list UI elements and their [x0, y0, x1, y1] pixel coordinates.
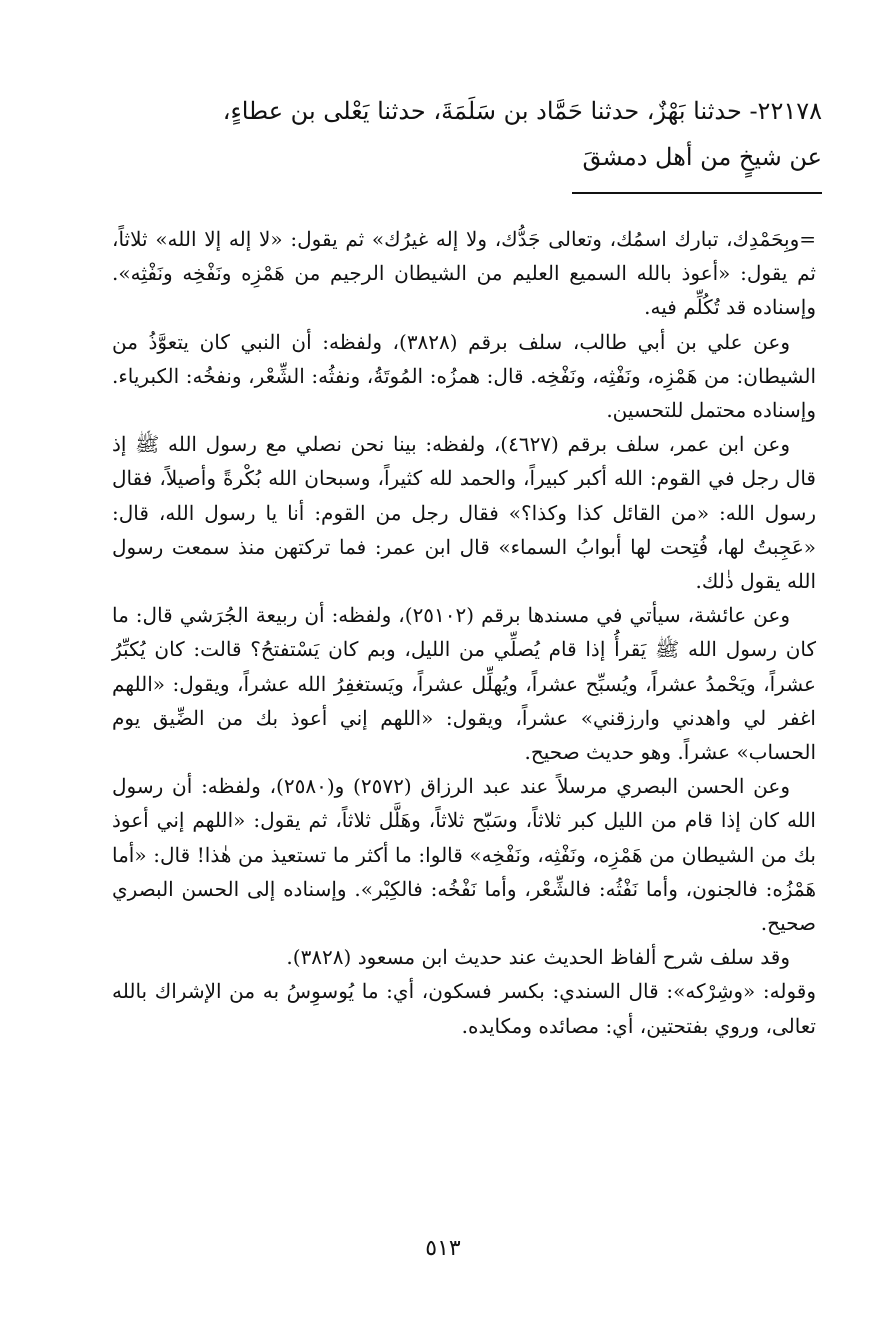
commentary-paragraph-ibn-umar: وعن ابن عمر، سلف برقم (٤٦٢٧)، ولفظه: بينا نحن نصلي مع رسول الله ﷺ إذ قال رجل في القوم: الله أكبر كبيراً، والحمد لله كثيراً، وسبحان الله بُكْرةً وأصيلاً، فقال رسول الله: «من القائل كذا وكذا؟» فقال رجل من القوم: أنا يا رسول الله، قال: «عَجِبتُ لها، فُتِحت لها أبوابُ السماء» قال ابن عمر: فما تركتهن منذ سمعت رسول الله يقول ذٰلك. [112, 432, 816, 594]
commentary-paragraph-hasan-basri: وعن الحسن البصري مرسلاً عند عبد الرزاق (٢٥٧٢) و(٢٥٨٠)، ولفظه: أن رسول الله كان إذا قام من الليل كبر ثلاثاً، وسَبّح ثلاثاً، وهَلَّل ثلاثاً، ثم يقول: «اللهم إني أعوذ بك من الشيطان من هَمْزِه، ونَفْثِه، ونَفْخِه» قالوا: ما أكثر ما تستعيذ من هٰذا! قال: «أما هَمْزُه: فالجنون، وأما نَفْثُه: فالشِّعْر، وأما نَفْخُه: فالكِبْر». وإسناده إلى الحسن البصري صحيح. [112, 774, 817, 936]
hadith-header-line-2: عن شيخٍ من أهل دمشقَ [582, 143, 822, 171]
page-number: ٥١٣ [425, 1236, 461, 1261]
hadith-header [110, 88, 822, 180]
commentary-paragraph-ali: وعن علي بن أبي طالب، سلف برقم (٣٨٢٨)، ولفظه: أن النبي كان يتعوَّذُ من الشيطان: من هَمْزِه، ونَفْثِه، ونَفْخِه. قال: همزُه: المُوتَةُ، ونفثُه: الشِّعْر، ونفخُه: الكبرياء. وإسناده محتمل للتحسين. [112, 329, 816, 423]
commentary-paragraph-aisha: وعن عائشة، سيأتي في مسندها برقم (٢٥١٠٢)، ولفظه: أن ربيعة الجُرَشي قال: ما كان رسول الله ﷺ يَقرأُ إذا قام يُصلِّي من الليل، وبم كان يَسْتفتحُ؟ قالت: كان يُكبِّرُ عشراً، ويَحْمدُ عشراً، ويُسبِّح عشراً، ويُهلِّل عشراً، ويَستغفِرُ الله عشراً، ويقول: «اللهم اغفر لي واهدني وارزقني» عشراً، ويقول: «اللهم إني أعوذ بك من الضِّيق يوم الحساب» عشراً. وهو حديث صحيح. [112, 603, 816, 765]
footnote-separator [572, 192, 822, 194]
commentary-paragraph-sindi: وقوله: «وشِرْكه»: قال السندي: بكسر فسكون، أي: ما يُوسوِسُ به من الإشراك بالله تعالى، وروي بفتحتين، أي: مصائده ومكايده. [112, 979, 816, 1038]
hadith-header-line-1: ٢٢١٧٨- حدثنا بَهْزٌ، حدثنا حَمَّاد بن سَلَمَةَ، حدثنا يَعْلى بن عطاءٍ، [222, 97, 822, 125]
commentary-paragraph-ibn-masud: وقد سلف شرح ألفاظ الحديث عند حديث ابن مسعود (٣٨٢٨). [286, 945, 790, 970]
footnote-commentary [112, 222, 816, 1043]
commentary-paragraph-continuation: =وبِحَمْدِك، تبارك اسمُك، وتعالى جَدُّك، ولا إله غيرُك» ثم يقول: «لا إله إلا الله» ثلاثاً، ثم يقول: «أعوذ بالله السميع العليم من الشيطان الرجيم من هَمْزِه ونَفْخِه ونَفْثِه». وإسناده قد تُكُلِّم فيه. [112, 227, 816, 320]
